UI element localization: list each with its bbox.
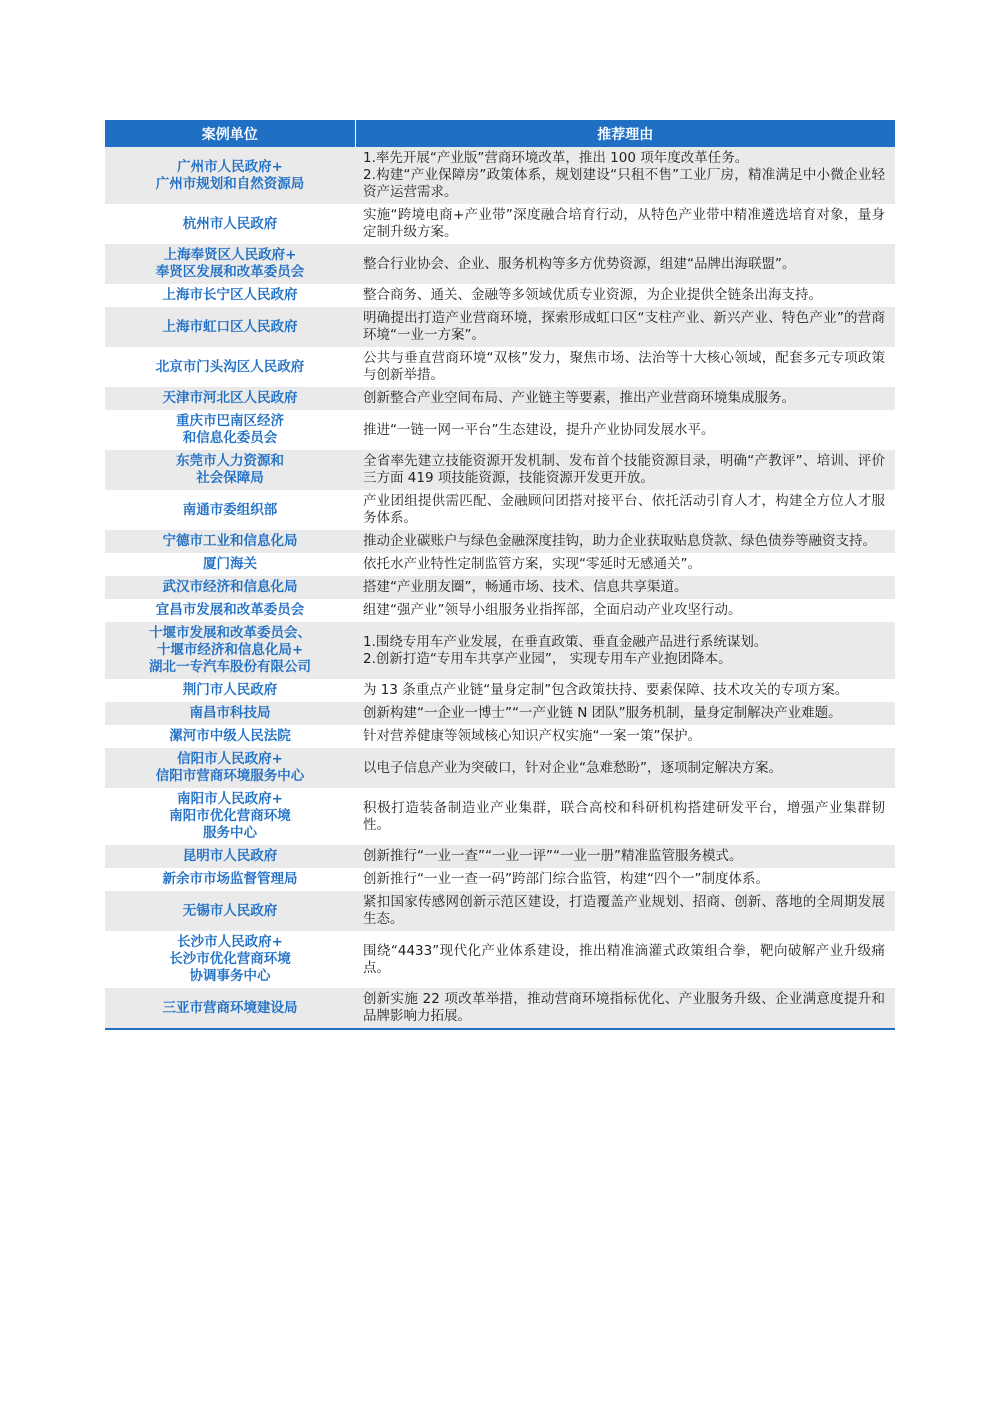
case-unit-line: 东莞市人力资源和 [176, 453, 284, 469]
recommend-reason-cell [355, 450, 895, 490]
case-unit-cell [105, 748, 355, 788]
recommend-reason-line: 创新实施 22 项改革举措，推动营商环境指标优化、产业服务升级、企业满意度提升和品牌影响力拓展。 [363, 991, 885, 1024]
recommend-reason-cell [355, 622, 895, 679]
case-unit-cell [105, 702, 355, 725]
table-row [105, 679, 895, 702]
case-unit-cell [105, 988, 355, 1029]
table-row [105, 845, 895, 868]
case-unit-line: 南阳市人民政府+ [177, 791, 283, 807]
recommend-reason-line: 创新推行“一业一查”“一业一评”“一业一册”精准监管服务模式。 [363, 848, 743, 864]
header-recommend-reason: 推荐理由 [355, 120, 895, 147]
table-row [105, 576, 895, 599]
case-unit-cell [105, 891, 355, 931]
table-row [105, 891, 895, 931]
table-row [105, 147, 895, 204]
case-unit-cell [105, 410, 355, 450]
recommend-reason-cell [355, 679, 895, 702]
recommend-reason-cell [355, 891, 895, 931]
case-unit-line: 无锡市人民政府 [182, 902, 278, 919]
case-unit-cell [105, 868, 355, 891]
table-row [105, 490, 895, 530]
recommend-reason-line: 紧扣国家传感网创新示范区建设，打造覆盖产业规划、招商、创新、落地的全周期发展生态。 [363, 894, 885, 927]
table-row [105, 530, 895, 553]
recommend-reason-line: 创新整合产业空间布局、产业链主等要素，推出产业营商环境集成服务。 [363, 390, 795, 406]
case-unit-cell [105, 845, 355, 868]
recommend-reason-cell [355, 845, 895, 868]
recommend-reason-line: 围绕“4433”现代化产业体系建设，推出精准滴灌式政策组合拳，靶向破解产业升级痛点。 [363, 942, 885, 976]
table-header-row [105, 120, 895, 147]
recommend-reason-line: 针对营养健康等领域核心知识产权实施“一案一策”保护。 [363, 728, 701, 744]
case-table [105, 120, 895, 1030]
case-unit-line: 湖北一专汽车股份有限公司 [149, 659, 311, 675]
recommend-reason-line: 1.围绕专用车产业发展，在垂直政策、垂直金融产品进行系统谋划。 [363, 633, 768, 650]
case-unit-line: 三亚市营商环境建设局 [162, 999, 298, 1016]
recommend-reason-line: 积极打造装备制造业产业集群，联合高校和科研机构搭建研发平台，增强产业集群韧性。 [363, 799, 885, 833]
recommend-reason-line: 全省率先建立技能资源开发机制、发布首个技能资源目录，明确“产教评”、培训、评价三方面 419 项技能资源，技能资源开发更开放。 [363, 453, 885, 486]
case-unit-line: 长沙市优化营商环境 [169, 951, 291, 967]
table-row [105, 702, 895, 725]
case-unit-line: 杭州市人民政府 [182, 215, 278, 232]
header-case-unit: 案例单位 [105, 120, 355, 147]
recommend-reason-cell [355, 748, 895, 788]
table-body [105, 147, 895, 1029]
case-unit-cell [105, 725, 355, 748]
recommend-reason-line: 实施“跨境电商+产业带”深度融合培育行动，从特色产业带中精准遴选培育对象，量身定制升级方案。 [363, 207, 885, 240]
case-unit-cell [105, 387, 355, 410]
table-row [105, 410, 895, 450]
table-row [105, 553, 895, 576]
table-row [105, 387, 895, 410]
table-row [105, 307, 895, 347]
table-row [105, 868, 895, 891]
case-unit-cell [105, 347, 355, 387]
recommend-reason-cell [355, 702, 895, 725]
recommend-reason-line: 2.构建“产业保障房”政策体系，规划建设“只租不售”工业厂房，精准满足中小微企业轻资产运营需求。 [363, 167, 885, 200]
table-row [105, 450, 895, 490]
recommend-reason-cell [355, 410, 895, 450]
recommend-reason-cell [355, 490, 895, 530]
recommend-reason-cell [355, 530, 895, 553]
case-unit-line: 天津市河北区人民政府 [162, 390, 298, 406]
recommend-reason-cell [355, 788, 895, 845]
case-unit-line: 厦门海关 [203, 556, 257, 572]
recommend-reason-line: 明确提出打造产业营商环境，探索形成虹口区“支柱产业、新兴产业、特色产业”的营商环境“一业一方案”。 [363, 310, 885, 343]
case-unit-line: 漯河市中级人民法院 [169, 728, 291, 744]
recommend-reason-cell [355, 988, 895, 1029]
case-unit-line: 和信息化委员会 [182, 430, 278, 446]
case-unit-line: 北京市门头沟区人民政府 [155, 358, 305, 375]
case-unit-line: 长沙市人民政府+ [177, 934, 283, 950]
recommend-reason-line: 以电子信息产业为突破口，针对企业“急难愁盼”，逐项制定解决方案。 [363, 759, 782, 776]
case-unit-line: 十堰市经济和信息化局+ [156, 642, 304, 658]
recommend-reason-cell [355, 725, 895, 748]
table-row [105, 788, 895, 845]
recommend-reason-cell [355, 307, 895, 347]
case-unit-line: 社会保障局 [196, 470, 264, 486]
case-unit-cell [105, 244, 355, 284]
case-unit-line: 重庆市巴南区经济 [176, 413, 284, 429]
table-row [105, 244, 895, 284]
recommend-reason-cell [355, 204, 895, 244]
recommend-reason-cell [355, 868, 895, 891]
table-row [105, 347, 895, 387]
table-row [105, 725, 895, 748]
table-row [105, 284, 895, 307]
recommend-reason-cell [355, 347, 895, 387]
case-unit-cell [105, 307, 355, 347]
case-unit-cell [105, 147, 355, 204]
recommend-reason-line: 公共与垂直营商环境“双核”发力，聚焦市场、法治等十大核心领域，配套多元专项政策与创新举措。 [363, 350, 885, 383]
case-unit-line: 上海市虹口区人民政府 [162, 318, 298, 335]
case-unit-cell [105, 622, 355, 679]
recommend-reason-line: 整合商务、通关、金融等多领域优质专业资源，为企业提供全链条出海支持。 [363, 287, 822, 303]
recommend-reason-cell [355, 387, 895, 410]
recommend-reason-line: 推动企业碳账户与绿色金融深度挂钩，助力企业获取贴息贷款、绿色债券等融资支持。 [363, 533, 876, 549]
case-unit-line: 上海市长宁区人民政府 [162, 287, 298, 303]
case-unit-cell [105, 931, 355, 988]
table-row [105, 748, 895, 788]
case-unit-cell [105, 490, 355, 530]
case-unit-line: 昆明市人民政府 [182, 848, 278, 864]
recommend-reason-line: 产业团组提供需匹配、金融顾问团搭对接平台、依托活动引育人才，构建全方位人才服务体系。 [363, 493, 885, 526]
recommend-reason-cell [355, 553, 895, 576]
case-unit-cell [105, 450, 355, 490]
table-row [105, 988, 895, 1029]
case-unit-line: 协调事务中心 [189, 968, 271, 984]
table-row [105, 622, 895, 679]
case-unit-cell [105, 204, 355, 244]
case-unit-cell [105, 576, 355, 599]
case-unit-line: 南阳市优化营商环境 [169, 808, 291, 824]
recommend-reason-cell [355, 931, 895, 988]
case-unit-line: 武汉市经济和信息化局 [162, 579, 298, 595]
case-unit-line: 服务中心 [203, 825, 257, 841]
recommend-reason-line: 创新构建“一企业一博士”“一产业链 N 团队”服务机制，量身定制解决产业难题。 [363, 705, 842, 721]
recommend-reason-line: 整合行业协会、企业、服务机构等多方优势资源，组建“品牌出海联盟”。 [363, 255, 796, 272]
case-unit-line: 新余市市场监督管理局 [162, 871, 298, 887]
case-unit-line: 宁德市工业和信息化局 [162, 533, 298, 549]
recommend-reason-cell [355, 576, 895, 599]
table-row [105, 931, 895, 988]
case-unit-cell [105, 284, 355, 307]
case-unit-line: 上海奉贤区人民政府+ [163, 247, 297, 263]
recommend-reason-line: 1.率先开展“产业版”营商环境改革，推出 100 项年度改革任务。 [363, 150, 749, 166]
case-unit-cell [105, 553, 355, 576]
case-unit-cell [105, 530, 355, 553]
case-unit-cell [105, 788, 355, 845]
recommend-reason-cell [355, 147, 895, 204]
case-unit-line: 信阳市营商环境服务中心 [155, 768, 305, 784]
case-unit-cell [105, 679, 355, 702]
case-unit-line: 荆门市人民政府 [182, 682, 278, 698]
case-unit-line: 南通市委组织部 [182, 501, 278, 518]
recommend-reason-line: 创新推行“一业一查一码”跨部门综合监管，构建“四个一”制度体系。 [363, 871, 769, 887]
recommend-reason-cell [355, 599, 895, 622]
recommend-reason-line: 2.创新打造“专用车共享产业园”， 实现专用车产业抱团降本。 [363, 650, 732, 667]
recommend-reason-cell [355, 284, 895, 307]
recommend-reason-line: 为 13 条重点产业链“量身定制”包含政策扶持、要素保障、技术攻关的专项方案。 [363, 682, 849, 698]
case-unit-line: 南昌市科技局 [189, 705, 271, 721]
case-unit-line: 奉贤区发展和改革委员会 [155, 264, 305, 280]
table-row [105, 204, 895, 244]
case-unit-line: 宜昌市发展和改革委员会 [155, 602, 305, 618]
case-unit-cell [105, 599, 355, 622]
case-unit-line: 广州市规划和自然资源局 [155, 175, 305, 192]
recommend-reason-line: 组建“强产业”领导小组服务业指挥部，全面启动产业攻坚行动。 [363, 602, 742, 618]
table-row [105, 599, 895, 622]
case-unit-line: 信阳市人民政府+ [177, 751, 283, 767]
case-unit-line: 十堰市发展和改革委员会、 [149, 625, 311, 641]
recommend-reason-line: 推进“一链一网一平台”生态建设，提升产业协同发展水平。 [363, 421, 715, 438]
case-unit-line: 广州市人民政府+ [177, 158, 283, 175]
case-table-container [105, 120, 895, 1030]
recommend-reason-line: 依托水产业特性定制监管方案，实现“零延时无感通关”。 [363, 556, 701, 572]
recommend-reason-line: 搭建“产业朋友圈”，畅通市场、技术、信息共享渠道。 [363, 579, 688, 595]
recommend-reason-cell [355, 244, 895, 284]
